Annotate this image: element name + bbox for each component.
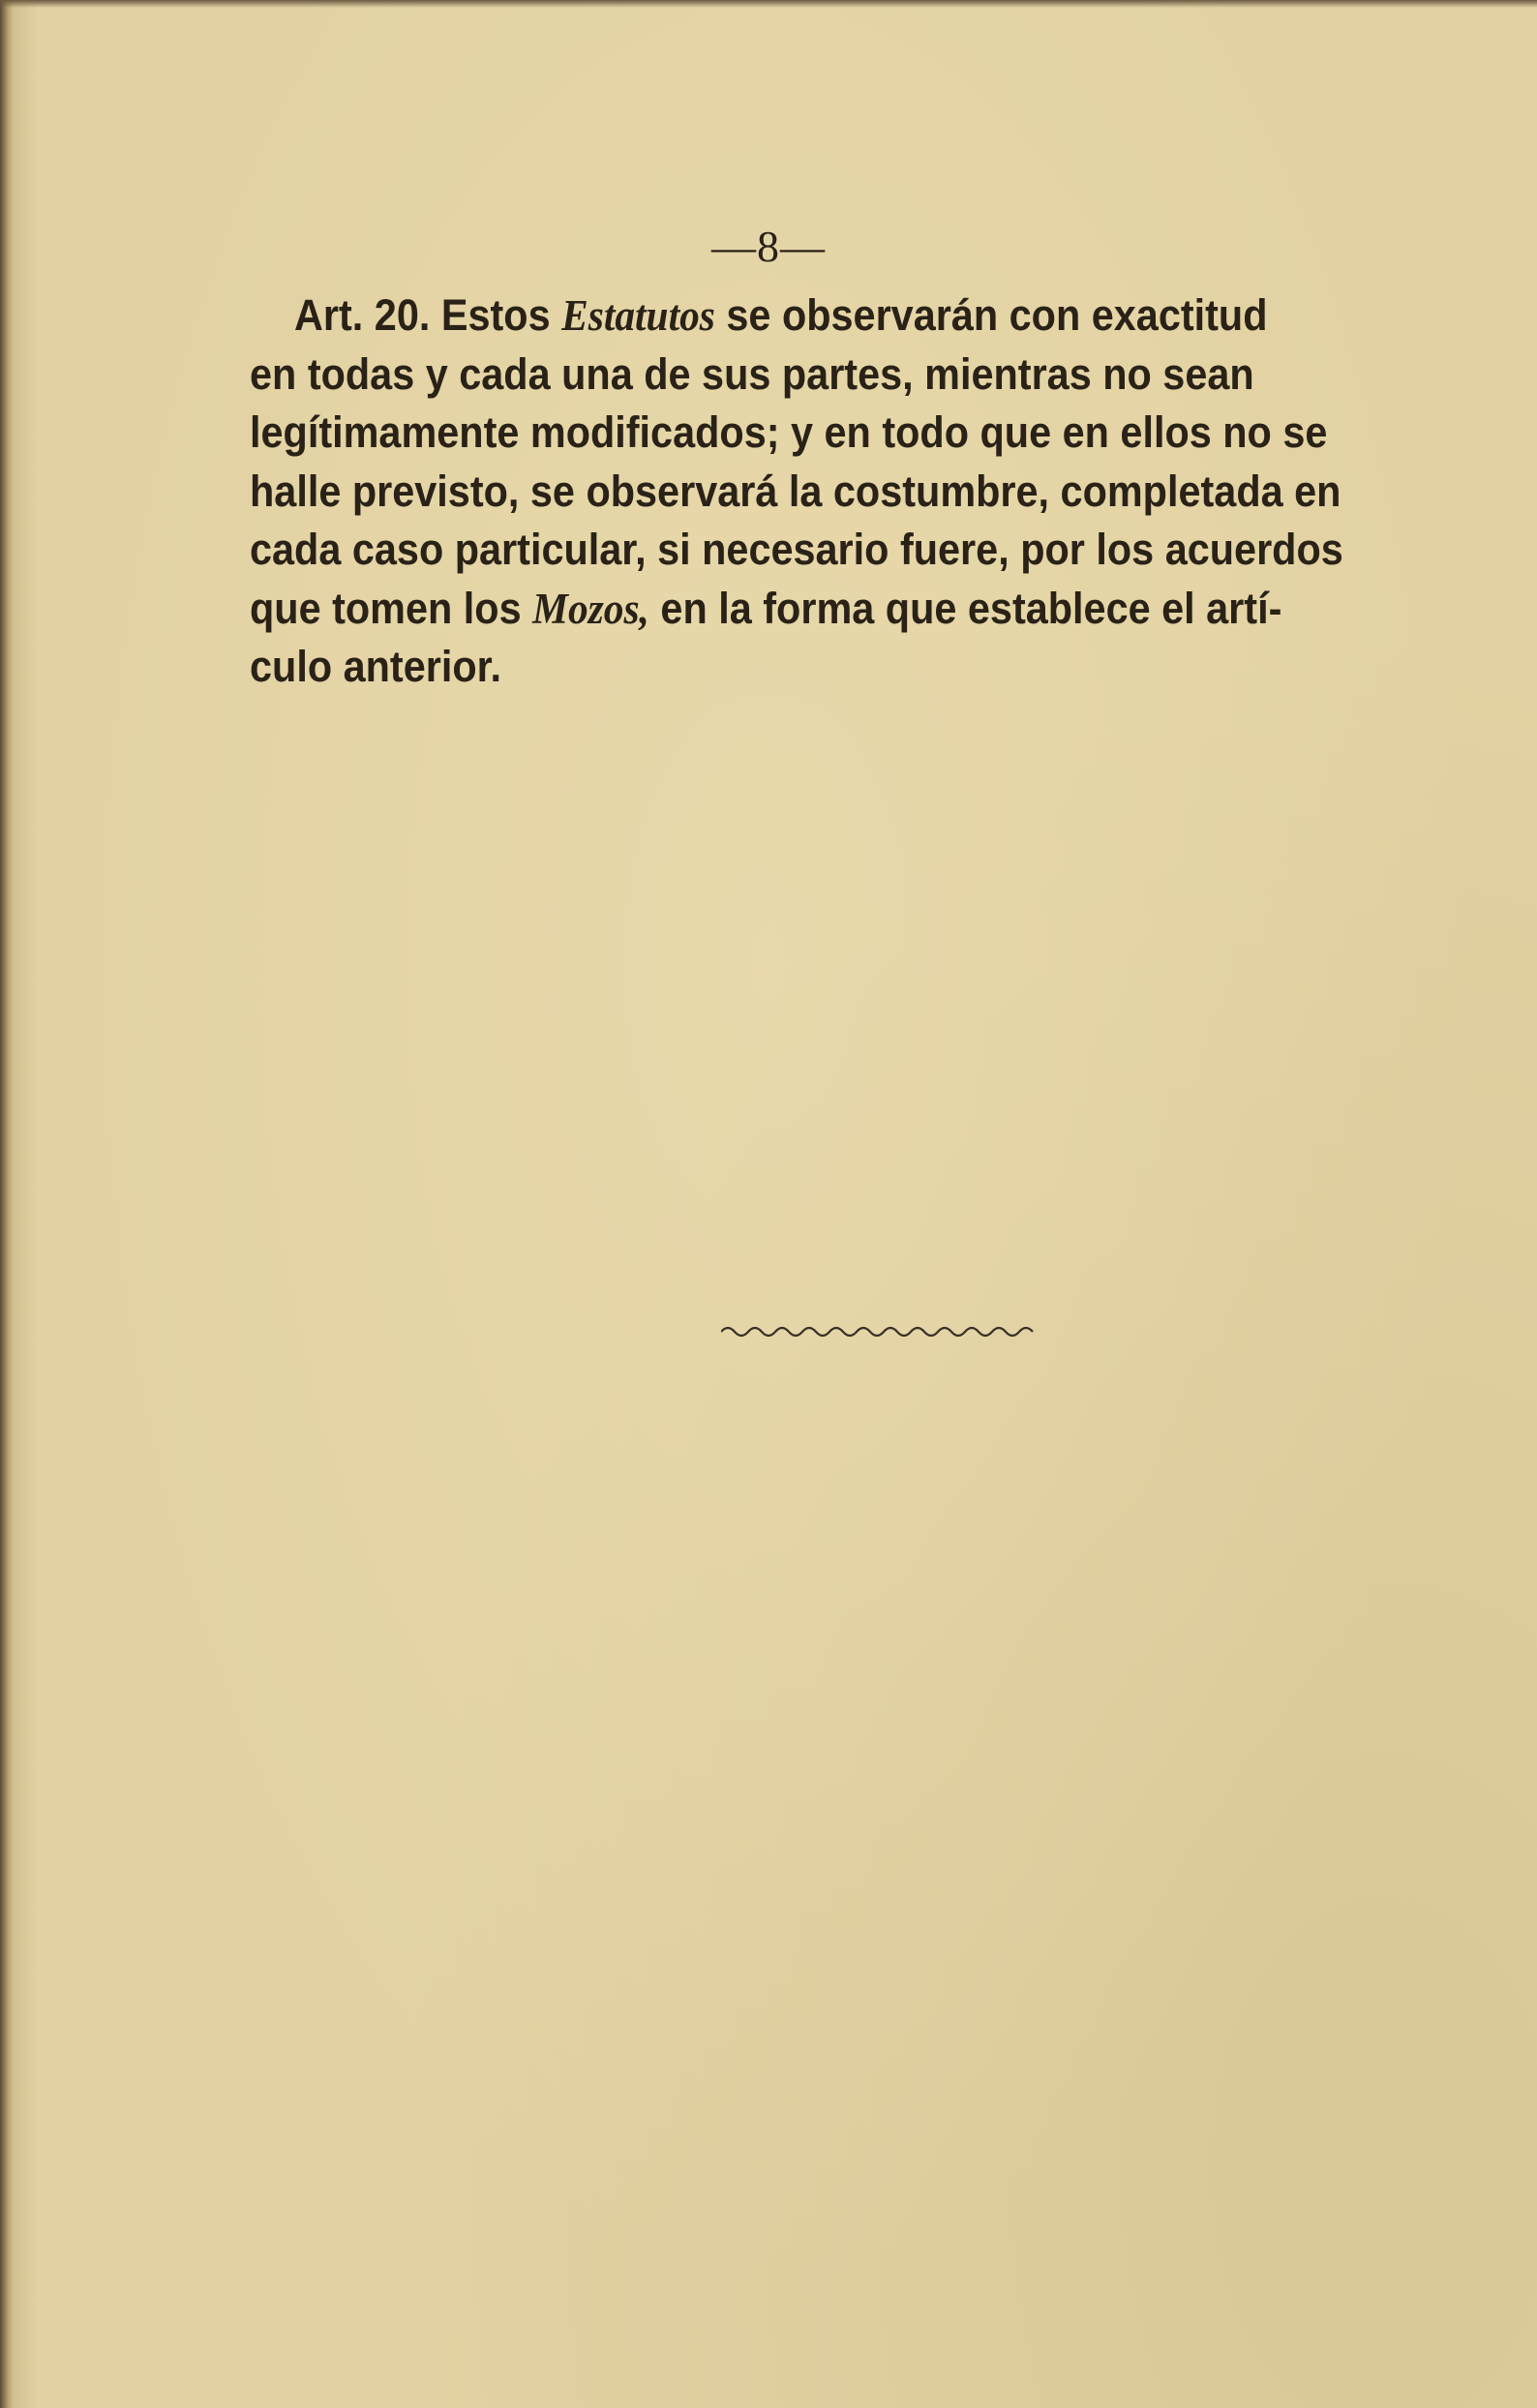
article-label: Art. 20. xyxy=(294,290,431,340)
article-line-3: legítimamente modificados; y en todo que en ellos no se xyxy=(250,407,1328,457)
page-top-edge xyxy=(0,0,1537,8)
page-number: —8— xyxy=(711,222,826,271)
wavy-divider-line xyxy=(721,1328,1033,1336)
article-line-6 xyxy=(250,580,1407,639)
article-line-6-end: en la forma que establece el artí- xyxy=(648,583,1282,633)
article-line-1-start: Estos xyxy=(440,290,562,340)
article-line-7: culo anterior. xyxy=(250,642,501,691)
article-line-5: cada caso particular, si necesario fuere, por los acuerdos xyxy=(250,525,1343,574)
wavy-divider-ornament xyxy=(721,1322,1040,1341)
article-line-1 xyxy=(250,286,1407,346)
article-line-2: en todas y cada una de sus partes, mientras no sean xyxy=(250,348,1254,399)
page-binding-edge xyxy=(0,0,14,2408)
article-line-1-end: se observarán con exactitud xyxy=(714,290,1268,340)
article-line-4: halle previsto, se observará la costumbre, completada en xyxy=(250,466,1341,516)
article-line-6-start: que tomen los xyxy=(250,583,533,633)
article-20 xyxy=(250,286,1407,697)
emphasis-mozos: Mozos, xyxy=(532,584,649,633)
emphasis-estatutos: Estatutos xyxy=(561,291,715,340)
